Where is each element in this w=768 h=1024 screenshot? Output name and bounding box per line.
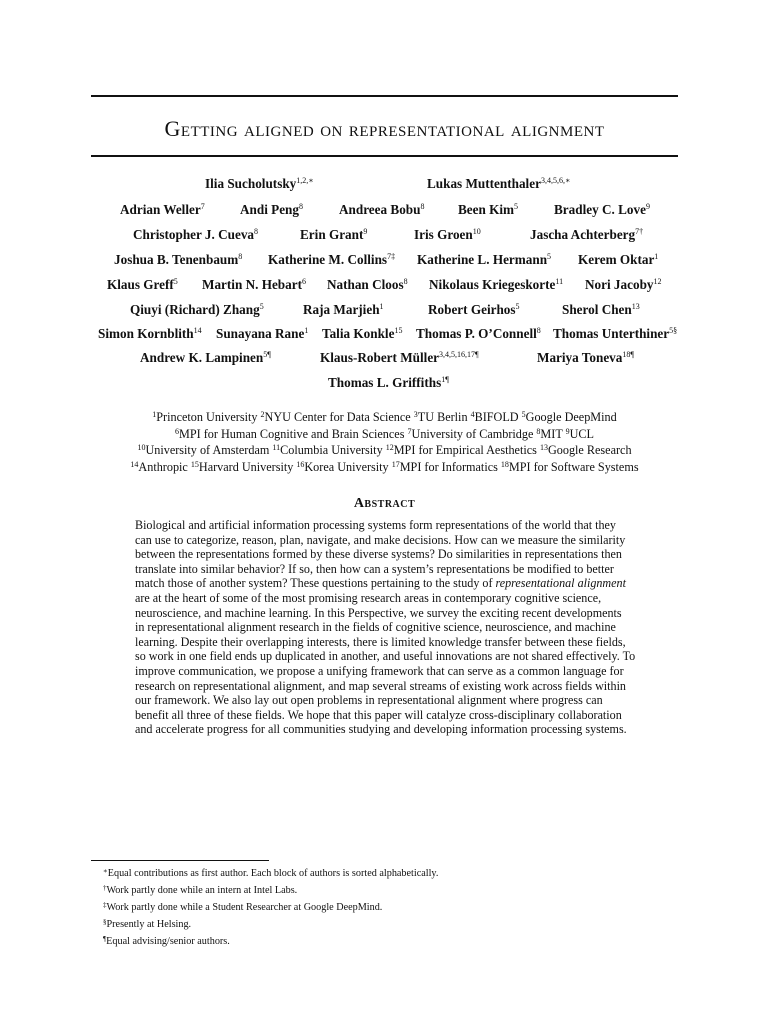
footnote: §Presently at Helsing.: [103, 918, 192, 930]
paper-title: Getting aligned on representational alignment: [164, 116, 605, 141]
author: Nathan Cloos$^8$: [327, 277, 408, 292]
affiliation-line: $^{14}$Anthropic $^{15}$Harvard University $^{16}$Korea University $^{17}$MPI for Informatics $^{18}$MPI for Software Systems: [130, 459, 639, 474]
title-rule-top: [91, 95, 678, 97]
footnote: ¶Equal advising/senior authors.: [103, 935, 230, 947]
footnote: ‡Work partly done while a Student Researcher at Google DeepMind.: [103, 901, 383, 913]
author: Simon Kornblith$^{14}$: [98, 326, 202, 341]
author: Thomas Unterthiner$^{5\S}$: [553, 326, 678, 341]
author: Klaus-Robert Müller$^{3,4,5,16,17\P}$: [320, 350, 479, 365]
abstract-line: translate into similar behavior? If so, then how can a system’s representations be modified to better: [135, 561, 614, 576]
abstract-line: research on representational alignment, and map several streams of existing work across fields within: [135, 678, 626, 693]
footnote-rule: [91, 860, 269, 861]
author: Thomas L. Griffiths$^{1\P}$: [328, 375, 449, 390]
affiliations: [91, 408, 678, 474]
author: Andi Peng$^8$: [240, 202, 303, 217]
abstract-heading: Abstract: [353, 496, 416, 511]
abstract-line: improve communication, we propose a unifying framework that can serve as a common language for: [135, 663, 624, 678]
abstract-line: our framework. We also lay out open problems in representational alignment where progress can: [135, 693, 603, 708]
author: Been Kim$^5$: [458, 202, 519, 217]
abstract-line: and accelerate progress for all communities studying and developing information processing systems.: [135, 722, 627, 737]
author: Mariya Toneva$^{18\P}$: [537, 350, 634, 365]
abstract-line: can use to categorize, reason, plan, navigate, and make decisions. How can we measure the similarity: [135, 532, 626, 547]
abstract-line: neuroscience, and machine learning. In this Perspective, we survey the exciting recent developments: [135, 605, 622, 620]
abstract-line: learning. Despite their overlapping interests, there is limited knowledge transfer between these fields,: [135, 634, 626, 649]
affiliation-line: $^6$MPI for Human Cognitive and Brain Sciences $^7$University of Cambridge $^8$MIT $^9$UCL: [175, 426, 594, 441]
abstract-line: so work in one field ends up duplicated in another, and useful innovations are not shared effectively. To: [135, 649, 636, 664]
author: Klaus Greff$^5$: [107, 277, 178, 292]
author: Katherine M. Collins$^{7\ddagger}$: [268, 252, 396, 267]
abstract-line: are at the heart of some of the most promising research areas in contemporary cognitive science,: [135, 590, 602, 605]
author: Lukas Muttenthaler$^{3,4,5,6,∗}$: [427, 176, 571, 191]
author: Kerem Oktar$^1$: [578, 252, 659, 267]
author: Martin N. Hebart$^6$: [202, 277, 306, 292]
abstract-line: in representational alignment research in the fields of cognitive science, neuroscience, and machine: [135, 620, 616, 635]
author: Nori Jacoby$^{12}$: [585, 277, 662, 292]
author: Qiuyi (Richard) Zhang$^5$: [130, 302, 264, 317]
author: Erin Grant$^9$: [300, 227, 368, 242]
author: Katherine L. Hermann$^5$: [417, 252, 552, 267]
abstract-line: Biological and artificial information processing systems form representations of the world that they: [135, 518, 616, 532]
author: Talia Konkle$^{15}$: [322, 326, 403, 341]
title-rule-bottom: [91, 155, 678, 157]
author: Iris Groen$^{10}$: [414, 227, 481, 242]
author: Nikolaus Kriegeskorte$^{11}$: [429, 277, 564, 292]
author: Christopher J. Cueva$^8$: [133, 227, 259, 242]
footnote: ∗Equal contributions as first author. Each block of authors is sorted alphabetically.: [103, 867, 439, 879]
author: Raja Marjieh$^1$: [303, 302, 384, 317]
author: Andrew K. Lampinen$^{5\P}$: [140, 350, 271, 365]
author: Jascha Achterberg$^{7\dagger}$: [530, 227, 644, 242]
author: Sherol Chen$^{13}$: [562, 302, 640, 317]
author: Andreea Bobu$^8$: [339, 202, 425, 217]
footnote: †Work partly done while an intern at Intel Labs.: [103, 884, 298, 896]
abstract-line: match those of another system? These questions pertaining to the study of representational alignment: [135, 576, 626, 591]
affiliation-line: $^1$Princeton University $^2$NYU Center for Data Science $^3$TU Berlin $^4$BIFOLD $^5$Google DeepMind: [152, 410, 617, 424]
author: Ilia Sucholutsky$^{1,2,∗}$: [205, 176, 314, 191]
emphasis: representational alignment: [495, 576, 626, 591]
abstract-body: [135, 518, 635, 737]
abstract-line: benefit all three of these fields. We hope that this paper will catalyze cross-disciplinary collaboration: [135, 707, 622, 722]
author: Sunayana Rane$^1$: [216, 326, 309, 341]
footnotes: [103, 864, 438, 949]
affiliation-line: $^{10}$University of Amsterdam $^{11}$Columbia University $^{12}$MPI for Empirical Aesthetics $^{13}$Google Research: [137, 443, 632, 457]
author: Robert Geirhos$^5$: [428, 302, 520, 317]
abstract-line: between the representations formed by these diverse systems? Do similarities in representations then: [135, 547, 622, 562]
author: Adrian Weller$^7$: [120, 202, 205, 217]
author: Joshua B. Tenenbaum$^8$: [114, 252, 243, 267]
author: Bradley C. Love$^9$: [554, 202, 650, 217]
author: Thomas P. O’Connell$^8$: [416, 326, 541, 341]
